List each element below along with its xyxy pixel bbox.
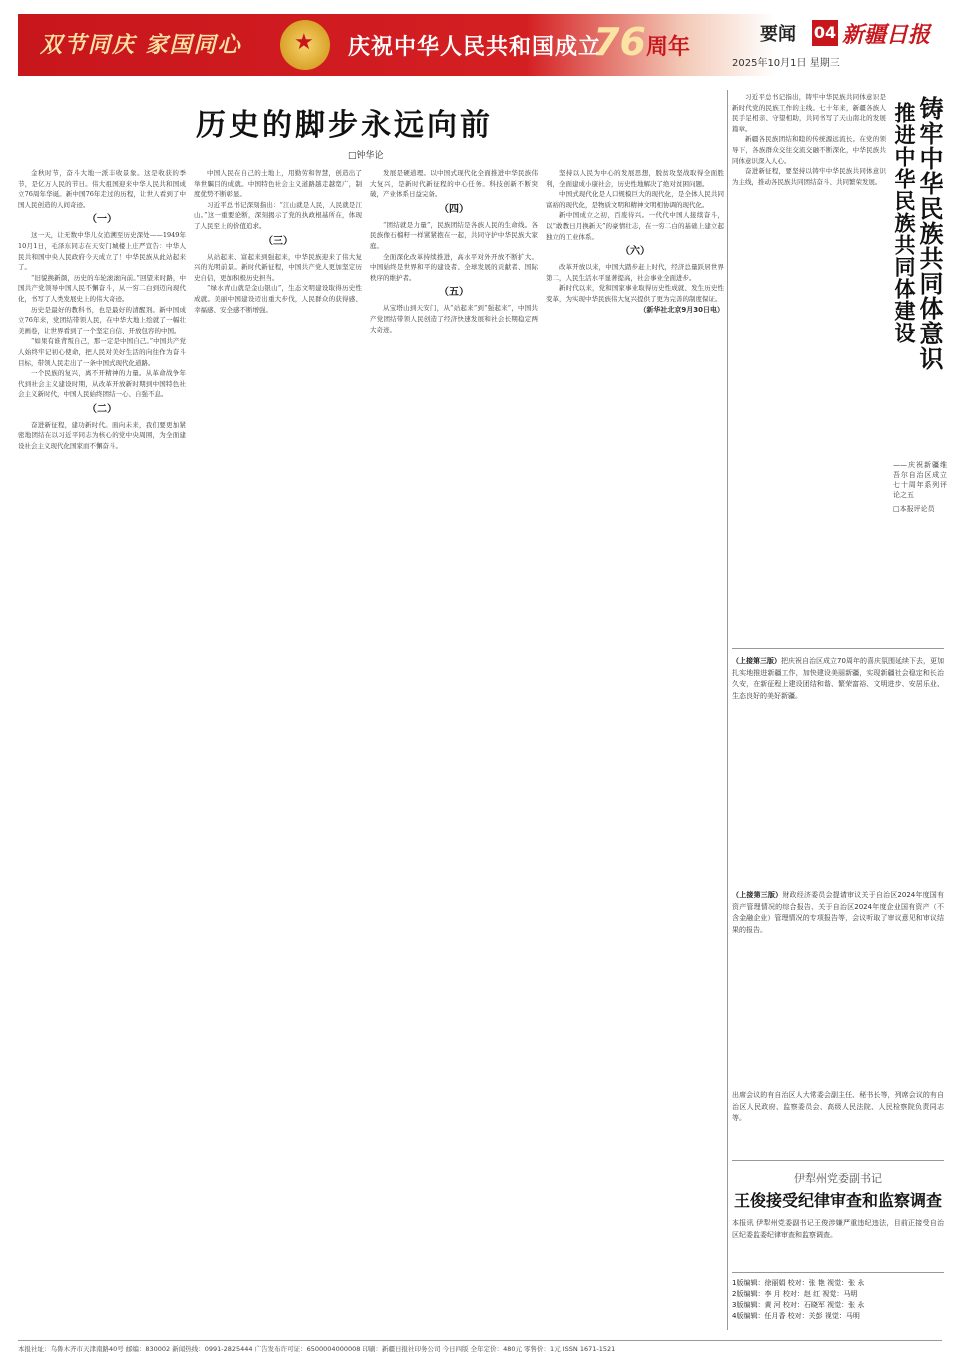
article-paragraph: “团结就是力量”，民族团结是各族人民的生命线。各民族像石榴籽一样紧紧抱在一起，共同守护中华民族大家庭。 [370, 220, 538, 250]
news-headline: 王俊接受纪律审查和监察调查 [733, 1191, 942, 1210]
news-body [732, 1218, 944, 1241]
credit-line: 1版编辑：徐丽娟 校对：张 艳 视觉：张 永 [732, 1279, 865, 1287]
article-paragraph: 从站起来、富起来到强起来，中华民族迎来了伟大复兴的光明前景。新时代新征程，中国共产党人更加坚定历史自信，更加积极历史担当。 [194, 252, 362, 282]
editorial-paragraph: 习近平总书记指出，铸牢中华民族共同体意识是新时代党的民族工作的主线。七十年来，新疆各族人民手足相亲、守望相助，共同书写了天山南北的发展篇章。 [732, 93, 886, 133]
article-paragraph: 全面深化改革持续推进，高水平对外开放不断扩大。中国始终是世界和平的建设者、全球发展的贡献者、国际秩序的维护者。 [370, 252, 538, 282]
article-paragraph: 奋进新征程，建功新时代。面向未来，我们要更加紧密地团结在以习近平同志为核心的党中央周围，为全面建设社会主义现代化国家而不懈奋斗。 [18, 420, 186, 451]
section-divider [732, 648, 944, 649]
credit-line: 4版编辑：任月香 校对：关彭 视觉：马明 [732, 1312, 860, 1320]
article-paragraph: 历史是最好的教科书，也是最好的清醒剂。新中国成立76年来，党团结带领人民，在中华大地上绘就了一幅壮美画卷，让世界看到了一个坚定自信、开放包容的中国。 [18, 305, 186, 335]
brief-tag: （上接第三版） [732, 891, 783, 899]
article-column-1 [18, 168, 186, 1328]
article-paragraph: “旧貌换新颜，历史的车轮滚滚向前。”回望来时路，中国共产党领导中国人民不懈奋斗，从一穷二白到迈向现代化，书写了人类发展史上的伟大奇迹。 [18, 273, 186, 303]
article-paragraph: 新中国成立之初，百废待兴。一代代中国人接续奋斗，以“敢教日月换新天”的豪情壮志，在一穷二白的基础上建立起独立的工业体系。 [546, 211, 724, 241]
article-paragraph: 新时代以来，党和国家事业取得历史性成就、发生历史性变革，为实现中华民族伟大复兴提供了更为完善的制度保证。 [546, 284, 724, 303]
national-emblem-icon [280, 20, 330, 70]
article-paragraph: “如果有谁背叛自己，那一定是中国自己。”中国共产党人始终牢记初心使命，把人民对美好生活的向往作为奋斗目标，带领人民走出了一条中国式现代化道路。 [18, 337, 186, 367]
banner-anniversary-number: 76 [593, 20, 646, 64]
issue-date: 2025年10月1日 星期三 [732, 58, 840, 69]
section-heading-3: （三） [263, 235, 293, 247]
news-text: 本报讯 伊犁州党委副书记王俊涉嫌严重违纪违法，目前正接受自治区纪委监委纪律审查和监察调查。 [732, 1219, 944, 1239]
section-heading-1: （一） [87, 214, 117, 226]
article-paragraph: 一个民族的复兴，离不开精神的力量。从革命战争年代到社会主义建设时期，从改革开放新时期到中国特色社会主义新时代，中国人民始终团结一心、自强不息。 [18, 369, 186, 399]
column-divider [727, 90, 728, 1330]
section-heading-2: （二） [87, 403, 117, 415]
article-paragraph: 坚持以人民为中心的发展思想，脱贫攻坚战取得全面胜利，全面建成小康社会，历史性地解决了绝对贫困问题。 [546, 169, 724, 188]
section-divider [732, 1160, 944, 1161]
article-paragraph: 中国式现代化是人口规模巨大的现代化，是全体人民共同富裕的现代化，是物质文明和精神文明相协调的现代化。 [546, 190, 724, 209]
banner-slogan-center: 庆祝中华人民共和国成立 [348, 35, 602, 60]
article-paragraph: 中国人民在自己的土地上，用勤劳和智慧，创造出了举世瞩目的成就。中国特色社会主义道路越走越宽广，制度优势不断彰显。 [194, 169, 362, 199]
masthead [732, 18, 942, 74]
article-column-3 [370, 168, 538, 1328]
banner-slogan-left: 双节同庆 家国同心 [40, 32, 242, 58]
news-headline-block [732, 1170, 944, 1211]
section-heading-5: （五） [439, 287, 469, 299]
article-paragraph: 从宝塔山到天安门，从“站起来”到“强起来”，中国共产党团结带领人民创造了经济快速发展和社会长期稳定两大奇迹。 [370, 304, 538, 334]
editorial-subtitle: ——庆祝新疆维吾尔自治区成立七十周年系列评论之五 [893, 461, 947, 499]
page-footer: 本报社址：乌鲁木齐市天津南路40号 邮编：830002 新闻热线：0991-2825444 广告发布许可证：6500004000008 印刷：新疆日报社印务公司 今日四版 全年定价：480元 零售价：1元 ISSN 1671-1521 [18, 1340, 942, 1353]
section-name: 要闻 [760, 24, 796, 45]
paper-name: 新疆日报 [842, 22, 931, 48]
article-paragraph: “绿水青山就是金山银山”，生态文明建设取得历史性成就。美丽中国建设迈出重大步伐，人民群众的获得感、幸福感、安全感不断增强。 [194, 284, 362, 314]
editorial-column [732, 92, 886, 638]
page-number: 04 [812, 20, 838, 46]
article-paragraph: 这一天，让无数中华儿女追溯至历史深处——1949年10月1日，毛泽东同志在天安门城楼上庄严宣告：中华人民共和国中央人民政府今天成立了！中华民族从此站起来了。 [18, 231, 186, 272]
article-paragraph: 习近平总书记深刻指出：“江山就是人民，人民就是江山。”这一重要论断，深刻揭示了党的执政根基所在，体现了人民至上的价值追求。 [194, 200, 362, 230]
editorial-paragraph: 奋进新征程，要坚持以铸牢中华民族共同体意识为主线，推动各民族共同团结奋斗、共同繁荣发展。 [732, 167, 886, 186]
article-column-4 [546, 168, 724, 1328]
article-paragraph: 发展是硬道理。以中国式现代化全面推进中华民族伟大复兴，是新时代新征程的中心任务。科技创新不断突破，产业体系日益完备。 [370, 169, 538, 199]
editorial-headline-line-1: 铸牢中华民族共同体意识 [915, 96, 943, 371]
brief-text: 把庆祝自治区成立70周年的喜庆氛围延续下去，更加扎实地推进新疆工作，加快建设美丽新疆，实现新疆社会稳定和长治久安，在新征程上建设团结和谐、繁荣富裕、文明进步、安居乐业、生态良好的美好新疆。 [732, 657, 944, 700]
news-brief [732, 656, 944, 702]
brief-tag: （上接第三版） [732, 657, 782, 665]
editorial-headline-line-2: 推进中华民族共同体建设 [892, 102, 916, 344]
article-column-2 [194, 168, 362, 1328]
news-brief [732, 890, 944, 936]
editor-credits [732, 1278, 944, 1322]
editorial-byline: □本报评论员 [893, 505, 935, 513]
editorial-headline [893, 96, 947, 456]
article-byline: □钟华论 [348, 151, 384, 161]
article-signoff: （新华社北京9月30日电） [639, 305, 724, 314]
credit-line: 3版编辑：黄 河 校对：石晓军 视觉：张 永 [732, 1301, 865, 1309]
brief-text: 出席会议的有自治区人大常委会副主任、秘书长等，列席会议的有自治区人民政府、监察委员会、高级人民法院、人民检察院负责同志等。 [732, 1091, 944, 1122]
news-kicker: 伊犁州党委副书记 [794, 1172, 882, 1185]
brief-text: 财政经济委员会提请审议关于自治区2024年度国有资产管理情况的综合报告、关于自治区2024年度企业国有资产（不含金融企业）管理情况的专项报告等，会议听取了审议意见和审议结果的报告。 [732, 891, 944, 934]
editorial-paragraph: 新疆各民族团结和睦的传统源远流长。在党的领导下，各族群众交往交流交融不断深化，中华民族共同体意识深入人心。 [732, 135, 886, 165]
editorial-subtitle-block [893, 460, 947, 630]
section-heading-6: （六） [620, 246, 650, 258]
section-divider [732, 1272, 944, 1273]
article-intro: 金秋时节，奋斗大地一派丰收景象。这是收获的季节，是亿万人民的节日。伟大祖国迎来中华人民共和国成立76周年华诞。新中国76年走过的历程，让世人看到了中国人民创造的人间奇迹。 [18, 169, 186, 209]
banner-slogan-tail: 周年 [646, 35, 691, 60]
article-title: 历史的脚步永远向前 [196, 108, 493, 143]
credit-line: 2版编辑：李 月 校对：赵 红 视觉：马明 [732, 1290, 858, 1298]
section-heading-4: （四） [439, 203, 469, 215]
news-brief [732, 1090, 944, 1125]
article-paragraph: 改革开放以来，中国大踏步赶上时代，经济总量跃居世界第二，人民生活水平显著提高，社会事业全面进步。 [546, 263, 724, 282]
